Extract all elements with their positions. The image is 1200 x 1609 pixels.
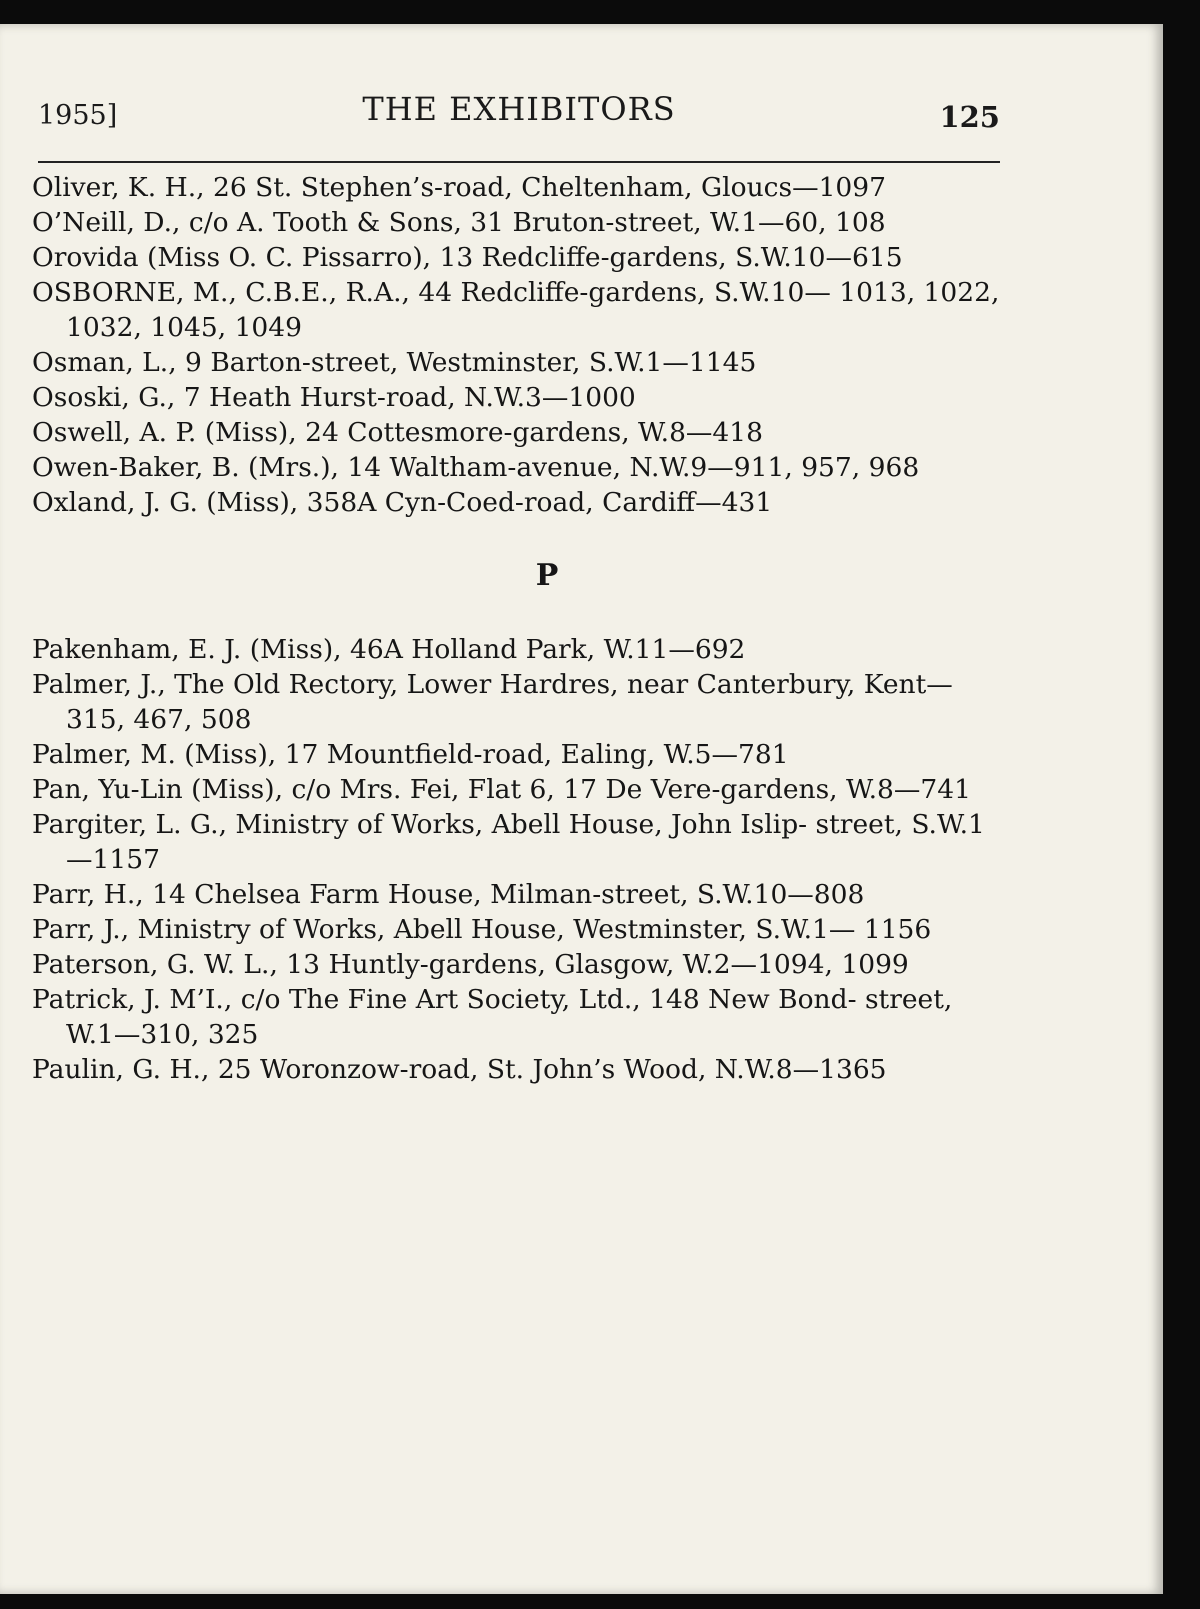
exhibitor-entry: Palmer, J., The Old Rectory, Lower Hardres, near Canterbury, Kent—315, 467, 508 [32,669,953,735]
page-number: 125 [939,100,1000,134]
book-page [0,24,1163,1594]
header-year: 1955] [38,100,118,131]
section-o-entries [32,170,1002,520]
exhibitor-entry: Pargiter, L. G., Ministry of Works, Abell House, John Islip- street, S.W.1—1157 [32,809,985,875]
header-rule [38,161,1000,163]
exhibitor-entry: Osman, L., 9 Barton-street, Westminster, S.W.1—1145 [32,347,757,378]
exhibitor-entry: O’Neill, D., c/o A. Tooth & Sons, 31 Bruton-street, W.1—60, 108 [32,207,886,238]
exhibitor-entry: Pan, Yu-Lin (Miss), c/o Mrs. Fei, Flat 6, 17 De Vere-gardens, W.8—741 [32,774,971,805]
exhibitor-entry: Oliver, K. H., 26 St. Stephen’s-road, Cheltenham, Gloucs—1097 [32,172,887,203]
section-heading-p: P [535,558,559,593]
exhibitor-entry: OSBORNE, M., C.B.E., R.A., 44 Redcliffe-gardens, S.W.10— 1013, 1022, 1032, 1045, 1049 [32,277,1000,343]
section-p-entries [32,632,1002,1087]
exhibitor-list [32,170,1002,1087]
exhibitor-entry: Paulin, G. H., 25 Woronzow-road, St. John’s Wood, N.W.8—1365 [32,1054,887,1085]
exhibitor-entry: Patrick, J. M’I., c/o The Fine Art Society, Ltd., 148 New Bond- street, W.1—310, 325 [32,984,953,1050]
exhibitor-entry: Parr, H., 14 Chelsea Farm House, Milman-street, S.W.10—808 [32,879,865,910]
exhibitor-entry: Owen-Baker, B. (Mrs.), 14 Waltham-avenue, N.W.9—911, 957, 968 [32,452,920,483]
exhibitor-entry: Orovida (Miss O. C. Pissarro), 13 Redcliffe-gardens, S.W.10—615 [32,242,903,273]
running-header [38,82,1000,140]
exhibitor-entry: Pakenham, E. J. (Miss), 46A Holland Park, W.11—692 [32,634,746,665]
exhibitor-entry: Parr, J., Ministry of Works, Abell House, Westminster, S.W.1— 1156 [32,914,932,945]
exhibitor-entry: Palmer, M. (Miss), 17 Mountfield-road, Ealing, W.5—781 [32,739,789,770]
exhibitor-entry: Oswell, A. P. (Miss), 24 Cottesmore-gardens, W.8—418 [32,417,764,448]
section-divider [32,520,1002,632]
exhibitor-entry: Oxland, J. G. (Miss), 358A Cyn-Coed-road, Cardiff—431 [32,487,773,518]
exhibitor-entry: Ososki, G., 7 Heath Hurst-road, N.W.3—1000 [32,382,636,413]
header-title: THE EXHIBITORS [362,90,676,128]
exhibitor-entry: Paterson, G. W. L., 13 Huntly-gardens, Glasgow, W.2—1094, 1099 [32,949,909,980]
